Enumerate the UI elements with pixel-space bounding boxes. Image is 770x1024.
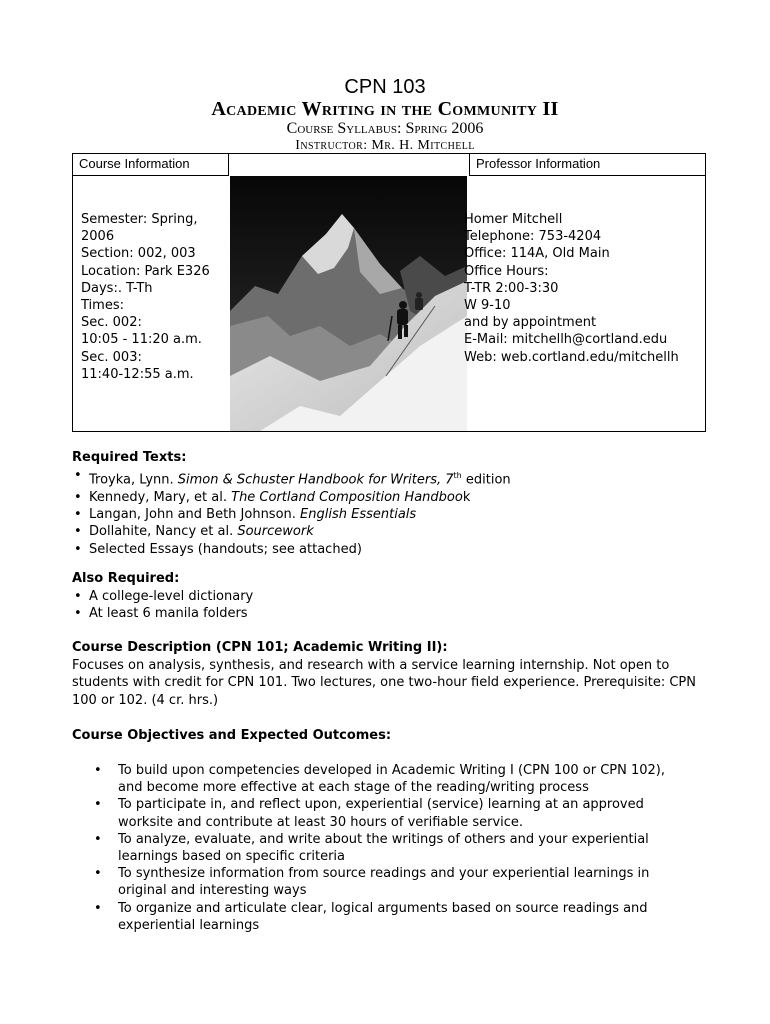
list-item: • To participate in, and reflect upon, experiential (service) learning at an approved worksite and contribute at least 30 hours of verifiable service. — [92, 796, 692, 830]
list-item: • At least 6 manila folders — [72, 605, 253, 622]
objectives-list — [92, 762, 692, 934]
list-item: • A college-level dictionary — [72, 588, 253, 605]
list-item: • To build upon competencies developed in Academic Writing I (CPN 100 or CPN 102), and become more effective at each stage of the reading/writing process — [92, 762, 692, 796]
list-item: • Troyka, Lynn. Simon & Schuster Handbook for Writers, 7th edition — [72, 467, 511, 489]
mountain-climber-photo — [230, 176, 467, 431]
list-item: • Langan, John and Beth Johnson. English Essentials — [72, 506, 511, 523]
list-item: • Selected Essays (handouts; see attached) — [72, 541, 511, 558]
list-item: • Dollahite, Nancy et al. Sourcework — [72, 523, 511, 540]
list-item: • To synthesize information from source readings and your experiential learnings in original and interesting ways — [92, 865, 692, 899]
course-information-header: Course Information — [73, 154, 229, 176]
instructor-line: Instructor: Mr. H. Mitchell — [295, 138, 475, 153]
required-texts-list — [72, 467, 511, 558]
objectives-heading: Course Objectives and Expected Outcomes: — [72, 728, 392, 743]
also-required-list — [72, 588, 253, 623]
course-code: CPN 103 — [344, 76, 426, 98]
professor-information-details: Homer Mitchell Telephone: 753-4204 Office: 114A, Old Main Office Hours: T-TR 2:00-3:30 W 9-10 and by appointment E-Mail: mitchellh@cortland.edu Web: web.cortland.edu/mitchellh — [464, 212, 679, 365]
list-item: • To analyze, evaluate, and write about the writings of others and your experiential learnings based on specific criteria — [92, 831, 692, 865]
info-table — [72, 153, 706, 432]
also-required-heading: Also Required: — [72, 571, 180, 586]
course-description-heading: Course Description (CPN 101; Academic Writing II): — [72, 640, 448, 655]
professor-information-header: Professor Information — [469, 154, 705, 176]
required-texts-heading: Required Texts: — [72, 450, 187, 465]
list-item: • Kennedy, Mary, et al. The Cortland Composition Handbook — [72, 489, 511, 506]
syllabus-term: Course Syllabus: Spring 2006 — [286, 120, 484, 137]
course-description-text: Focuses on analysis, synthesis, and research with a service learning internship. Not open to students with credit for CPN 101. Two lectures, one two-hour field experience. Prerequisite: CPN 100 or 102. (4 cr. hrs.) — [72, 658, 696, 708]
course-title: Academic Writing in the Community II — [211, 98, 559, 120]
list-item: • To organize and articulate clear, logical arguments based on source readings and experiential learnings — [92, 900, 692, 934]
course-information-details: Semester: Spring, 2006 Section: 002, 003 Location: Park E326 Days:. T-Th Times: Sec. 002: 10:05 - 11:20 a.m. Sec. 003: 11:40-12:55 a.m. — [81, 212, 210, 382]
